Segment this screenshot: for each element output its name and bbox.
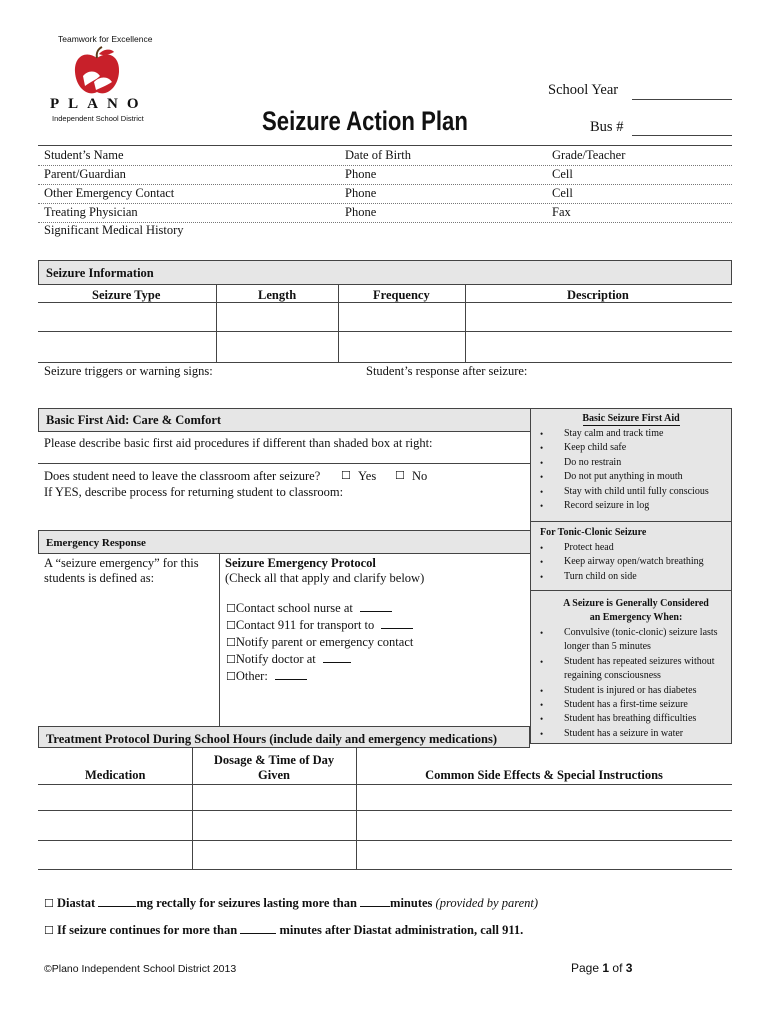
basic-first-aid-list: • Stay calm and track time • Keep child safe • Do no restrain • Do not put anything in mouth • Stay with child until fully conscious • Record seizure in log xyxy=(540,427,730,515)
cell-label: Cell xyxy=(552,167,573,181)
first-aid-heading: Basic First Aid: Care & Comfort xyxy=(46,413,222,427)
fax-label: Fax xyxy=(552,205,571,219)
seizure-emergency-definition-line2: students is defined as: xyxy=(44,571,155,585)
page-num: 1 xyxy=(602,961,610,975)
doctor-blank[interactable] xyxy=(323,662,351,663)
dob-label: Date of Birth xyxy=(345,148,411,162)
leave-classroom-label: Does student need to leave the classroom after seizure? xyxy=(44,469,321,483)
parent-guardian-label: Parent/Guardian xyxy=(44,167,126,181)
checkbox-icon[interactable]: ☐ xyxy=(226,602,236,615)
physician-label: Treating Physician xyxy=(44,205,138,219)
logo-subtitle: Independent School District xyxy=(52,114,144,123)
seizure-type-cell[interactable] xyxy=(39,303,215,330)
copyright: ©Plano Independent School District 2013 xyxy=(44,963,237,975)
list-item: Stay with child until fully conscious xyxy=(564,485,709,497)
col-length: Length xyxy=(258,288,297,302)
frequency-cell[interactable] xyxy=(339,303,464,330)
diastat-label: Diastat xyxy=(57,896,96,910)
page-word: Page xyxy=(571,961,600,975)
transport-blank[interactable] xyxy=(381,628,413,629)
yes-checkbox[interactable]: ☐ xyxy=(341,469,351,482)
nurse-blank[interactable] xyxy=(360,611,392,612)
phone-label: Phone xyxy=(345,167,377,181)
option-parent-label: Notify parent or emergency contact xyxy=(235,635,414,649)
tonic-clonic-heading: For Tonic-Clonic Seizure xyxy=(540,527,647,538)
other-blank[interactable] xyxy=(275,679,307,680)
student-info-row-divider xyxy=(38,165,732,166)
phone-label: Phone xyxy=(345,186,377,200)
no-label: No xyxy=(412,469,428,483)
list-item: Student is injured or has diabetes xyxy=(564,684,697,696)
list-item: Stay calm and track time xyxy=(564,428,664,439)
col-frequency: Frequency xyxy=(373,288,430,302)
page-number xyxy=(571,961,632,975)
phone-label: Phone xyxy=(345,205,377,219)
list-item: Student has breathing difficulties xyxy=(564,713,697,725)
seizure-emergency-definition-line1: A “seizure emergency” for this xyxy=(44,556,199,570)
if-yes-label: If YES, describe process for returning student to classroom: xyxy=(44,485,344,499)
continues-checkbox[interactable]: ☐ xyxy=(44,924,54,937)
col-seizure-type: Seizure Type xyxy=(92,288,161,302)
medication-row[interactable] xyxy=(39,811,731,839)
diastat-checkbox[interactable]: ☐ xyxy=(44,897,54,910)
triggers-label: Seizure triggers or warning signs: xyxy=(44,364,213,378)
district-logo xyxy=(44,34,154,129)
emergency-when-list: • Convulsive (tonic-clonic) seizure lasts longer than 5 minutes • Student has repeated seizures without regaining consciousness • Student is injured or has diabetes • Student has a first-time seizure • Student has breathing difficulties • Student has a seizure in water xyxy=(540,626,730,742)
list-item: Turn child on side xyxy=(564,570,637,582)
list-item-continuation: longer than 5 minutes xyxy=(564,641,651,653)
response-after-label: Student’s response after seizure: xyxy=(366,364,528,378)
list-item: Do no restrain xyxy=(564,456,622,468)
emergency-when-heading-line1: A Seizure is Generally Considered xyxy=(563,598,709,609)
protocol-title: Seizure Emergency Protocol xyxy=(225,556,376,570)
checkbox-icon[interactable]: ☐ xyxy=(226,653,236,666)
first-aid-describe-label: Please describe basic first aid procedures if different than shaded box at right: xyxy=(44,436,433,450)
no-checkbox[interactable]: ☐ xyxy=(395,469,405,482)
cell-label: Cell xyxy=(552,186,573,200)
list-item: Keep airway open/watch breathing xyxy=(564,556,704,568)
list-item: Do not put anything in mouth xyxy=(564,471,683,483)
school-year-field[interactable] xyxy=(632,99,732,100)
option-other-label: Other: xyxy=(235,669,268,683)
list-item: Student has a first-time seizure xyxy=(564,699,688,710)
students-name-label: Student’s Name xyxy=(44,148,124,162)
option-nurse[interactable] xyxy=(226,601,392,616)
diastat-line xyxy=(44,896,538,911)
page-title: Seizure Action Plan xyxy=(262,106,468,136)
school-year-label: School Year xyxy=(548,82,619,98)
bus-field[interactable] xyxy=(632,135,732,136)
continues-minutes-blank[interactable] xyxy=(240,933,276,934)
list-item: Student has repeated seizures without xyxy=(564,655,715,667)
emergency-when-heading-line2: an Emergency When: xyxy=(589,612,683,623)
seizure-info-heading: Seizure Information xyxy=(46,266,154,280)
diastat-provided-note: (provided by parent) xyxy=(435,896,539,910)
col-medication: Medication xyxy=(85,768,146,782)
medication-row[interactable] xyxy=(39,785,731,809)
continues-label-2: minutes after Diastat administration, call 911. xyxy=(279,923,524,937)
checkbox-icon[interactable]: ☐ xyxy=(226,619,236,632)
list-item-continuation: regaining consciousness xyxy=(564,670,661,682)
option-doctor[interactable] xyxy=(226,652,351,667)
other-contact-label: Other Emergency Contact xyxy=(44,186,175,200)
option-parent[interactable] xyxy=(226,635,413,650)
option-nurse-label: Contact school nurse at xyxy=(235,601,353,615)
diastat-mg-label: mg rectally for seizures lasting more than xyxy=(136,896,357,910)
sidebar-heading: Basic Seizure First Aid xyxy=(582,413,680,424)
checkbox-icon[interactable]: ☐ xyxy=(226,636,236,649)
col-dosage-line1: Dosage & Time of Day xyxy=(213,753,335,767)
list-item: Record seizure in log xyxy=(564,500,650,511)
list-item: Protect head xyxy=(564,542,614,553)
yes-label: Yes xyxy=(358,469,377,483)
option-doctor-label: Notify doctor at xyxy=(235,652,316,666)
col-dosage-line2: Given xyxy=(258,768,290,782)
length-cell[interactable] xyxy=(217,303,337,330)
col-description: Description xyxy=(567,288,629,302)
description-cell[interactable] xyxy=(466,303,731,330)
diastat-mg-blank[interactable] xyxy=(98,906,136,907)
list-item: Student has a seizure in water xyxy=(564,727,684,739)
diastat-minutes-label: minutes xyxy=(390,896,433,910)
option-911[interactable] xyxy=(226,618,413,633)
bus-label: Bus # xyxy=(590,119,624,135)
continues-line xyxy=(44,923,523,938)
treatment-heading: Treatment Protocol During School Hours (include daily and emergency medications) xyxy=(46,732,498,746)
sidebar-heading-underline xyxy=(583,425,680,426)
logo-name: PLANO xyxy=(50,96,148,112)
emergency-response-heading: Emergency Response xyxy=(46,537,146,549)
checkbox-icon[interactable]: ☐ xyxy=(226,670,236,683)
protocol-subtitle: (Check all that apply and clarify below) xyxy=(225,571,425,585)
continues-label: If seizure continues for more than xyxy=(57,923,238,937)
option-other[interactable] xyxy=(226,669,307,684)
apple-icon xyxy=(72,46,122,98)
medical-history-label: Significant Medical History xyxy=(44,223,184,237)
option-911-label: Contact 911 for transport to xyxy=(235,618,375,632)
diastat-minutes-blank[interactable] xyxy=(360,906,390,907)
col-side-effects: Common Side Effects & Special Instructions xyxy=(425,768,663,782)
grade-teacher-label: Grade/Teacher xyxy=(552,148,626,162)
tonic-clonic-list: • Protect head • Keep airway open/watch breathing • Turn child on side xyxy=(540,541,730,585)
list-item: Convulsive (tonic-clonic) seizure lasts xyxy=(564,627,718,638)
list-item: Keep child safe xyxy=(564,442,627,454)
logo-tagline: Teamwork for Excellence xyxy=(58,34,153,44)
page-total: 3 xyxy=(625,961,633,975)
of-word: of xyxy=(612,961,623,975)
medication-row[interactable] xyxy=(39,841,731,868)
